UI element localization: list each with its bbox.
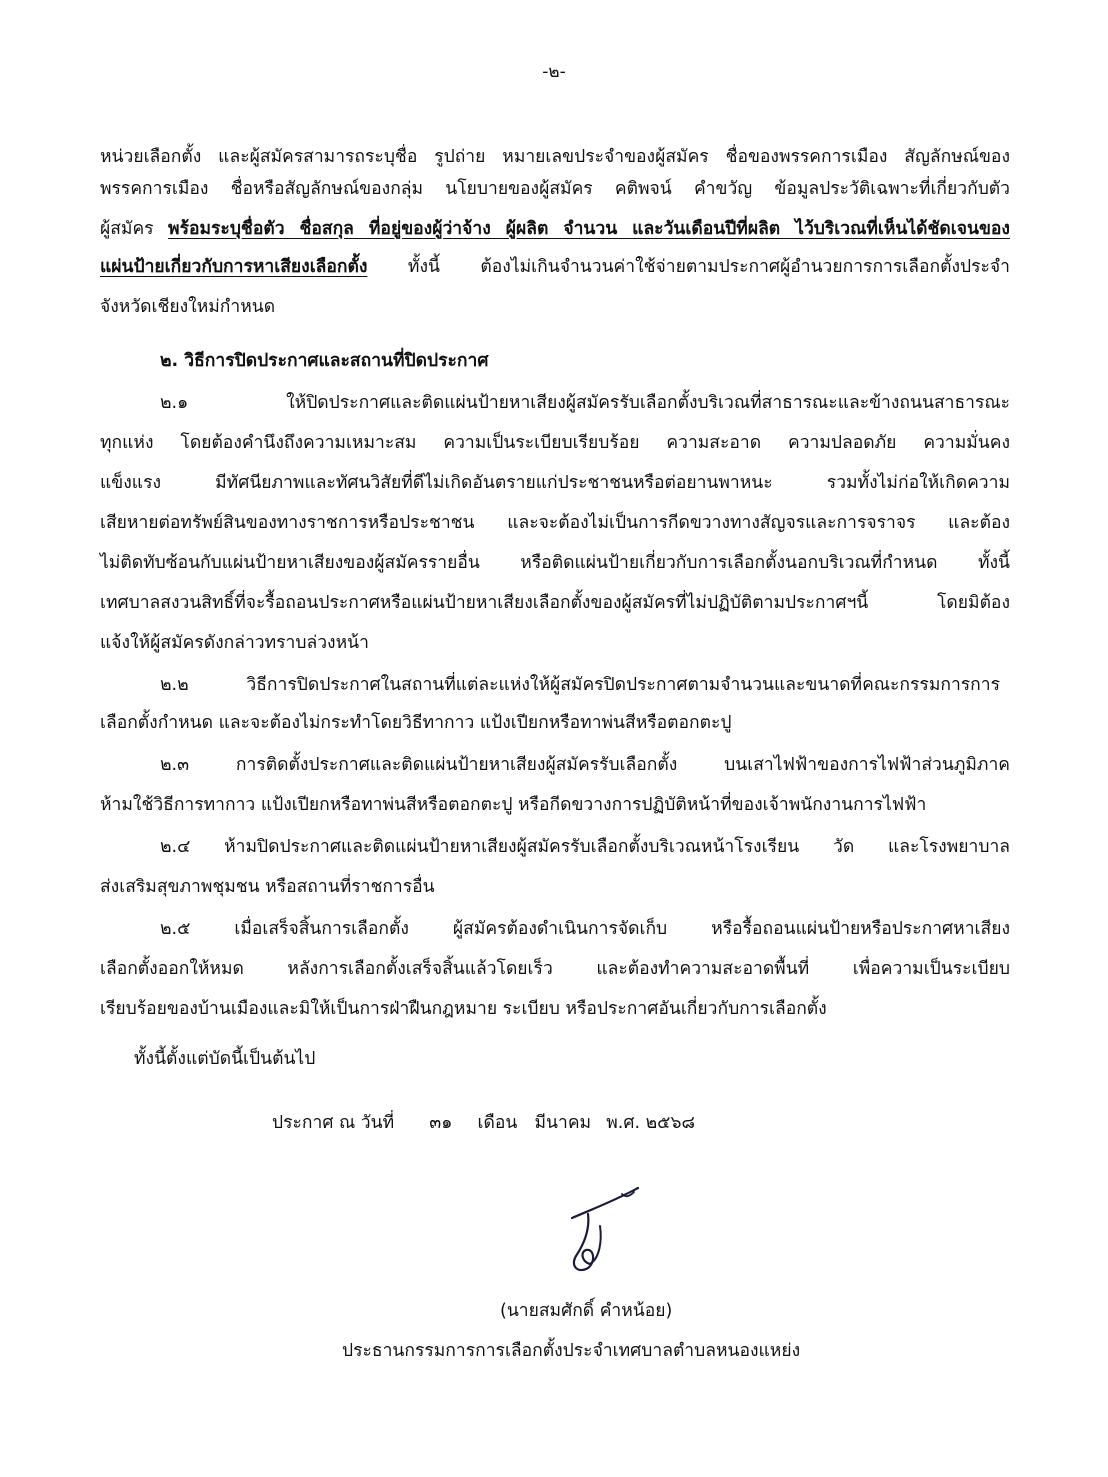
section2-heading: ๒. วิธีการปิดประกาศและสถานที่ปิดประกาศ <box>160 351 489 371</box>
date-prefix: ประกาศ ณ วันที่ <box>272 1113 395 1133</box>
para1-line4-underlined: แผ่นป้ายเกี่ยวกับการหาเสียงเลือกตั้ง <box>100 257 368 277</box>
date-month-label: เดือน <box>477 1113 518 1133</box>
s21-line4: เสียหายต่อทรัพย์สินของทางราชการหรือประชาชน และจะต้องไม่เป็นการกีดขวางทางสัญจรและการจราจร และต้อง <box>100 513 1010 533</box>
para1-line2: พรรคการเมือง ชื่อหรือสัญลักษณ์ของกลุ่ม นโยบายของผู้สมัคร คติพจน์ คำขวัญ ข้อมูลประวัติเฉพาะที่เกี่ยวกับตัว <box>100 179 1010 199</box>
date-month: มีนาคม <box>534 1113 592 1133</box>
para1-line5: จังหวัดเชียงใหม่กำหนด <box>100 297 276 317</box>
s24-line1: ๒.๔ ห้ามปิดประกาศและติดแผ่นป้ายหาเสียงผู้สมัครรับเลือกตั้งบริเวณหน้าโรงเรียน วัด และโรงพยาบาล <box>160 837 1010 857</box>
s23-line1: ๒.๓ การติดตั้งประกาศและติดแผ่นป้ายหาเสียงผู้สมัครรับเลือกตั้ง บนเสาไฟฟ้าของการไฟฟ้าส่วนภูมิภาค <box>160 755 1010 775</box>
signer-name: (นายสมศักดิ์ คำหน้อย) <box>500 1301 673 1321</box>
s23-line2: ห้ามใช้วิธีการทากาว แป้งเปียกหรือทาพ่นสีหรือตอกตะปู หรือกีดขวางการปฏิบัติหน้าที่ของเจ้าพนักงานการไฟฟ้า <box>100 795 927 815</box>
handwritten-signature <box>560 1180 650 1280</box>
s22-line2: เลือกตั้งกำหนด และจะต้องไม่กระทำโดยวิธีทากาว แป้งเปียกหรือทาพ่นสีหรือตอกตะปู <box>100 713 732 733</box>
page-number: -๒- <box>542 62 566 82</box>
s25-line2: เลือกตั้งออกให้หมด หลังการเลือกตั้งเสร็จสิ้นแล้วโดยเร็ว และต้องทำความสะอาดพื้นที่ เพื่อความเป็นระเบียบ <box>100 959 1010 979</box>
date-day: ๓๑ <box>429 1113 453 1133</box>
s24-line2: ส่งเสริมสุขภาพชุมชน หรือสถานที่ราชการอื่น <box>100 877 435 897</box>
date-year: ๒๕๖๘ <box>645 1113 695 1133</box>
effective-clause: ทั้งนี้ตั้งแต่บัดนี้เป็นต้นไป <box>134 1049 316 1069</box>
s21-line5: ไม่ติดทับซ้อนกับแผ่นป้ายหาเสียงของผู้สมัครรายอื่น หรือติดแผ่นป้ายเกี่ยวกับการเลือกตั้งนอกบริเวณที่กำหนด ทั้งนี้ <box>100 553 1010 573</box>
para1-line3-a: ผู้สมัคร <box>100 219 154 239</box>
para1-line1: หน่วยเลือกตั้ง และผู้สมัครสามารถระบุชื่อ รูปถ่าย หมายเลขประจำของผู้สมัคร ชื่อของพรรคการเมือง สัญลักษณ์ของ <box>100 147 1010 167</box>
s25-line3: เรียบร้อยของบ้านเมืองและมิให้เป็นการฝ่าฝืนกฎหมาย ระเบียบ หรือประกาศอันเกี่ยวกับการเลือกตั้ง <box>100 999 827 1019</box>
s21-line7: แจ้งให้ผู้สมัครดังกล่าวทราบล่วงหน้า <box>100 633 369 653</box>
s21-line3: แข็งแรง มีทัศนียภาพและทัศนวิสัยที่ดีไม่เกิดอันตรายแก่ประชาชนหรือต่อยานพาหนะ รวมทั้งไม่ก่อให้เกิดความ <box>100 473 1010 493</box>
para1-line4-b: ทั้งนี้ ต้องไม่เกินจำนวนค่าใช้จ่ายตามประกาศผู้อำนวยการการเลือกตั้งประจำ <box>407 257 1010 277</box>
s25-line1: ๒.๕ เมื่อเสร็จสิ้นการเลือกตั้ง ผู้สมัครต้องดำเนินการจัดเก็บ หรือรื้อถอนแผ่นป้ายหรือประกาศหาเสียง <box>160 919 1010 939</box>
s21-line6: เทศบาลสงวนสิทธิ์ที่จะรื้อถอนประกาศหรือแผ่นป้ายหาเสียงเลือกตั้งของผู้สมัครที่ไม่ปฏิบัติตามประกาศฯนี้ โดยมิต้อง <box>100 593 1010 613</box>
date-year-label: พ.ศ. <box>606 1113 641 1133</box>
s21-line2: ทุกแห่ง โดยต้องคำนึงถึงความเหมาะสม ความเป็นระเบียบเรียบร้อย ความสะอาด ความปลอดภัย ความมั่นคง <box>100 433 1010 453</box>
para1-line3 <box>100 216 1010 242</box>
s21-line1: ๒.๑ ให้ปิดประกาศและติดแผ่นป้ายหาเสียงผู้สมัครรับเลือกตั้งบริเวณที่สาธารณะและข้างถนนสาธารณะ <box>160 393 1010 413</box>
para1-line3-underlined: พร้อมระบุชื่อตัว ชื่อสกุล ที่อยู่ของผู้ว่าจ้าง ผู้ผลิต จำนวน และวันเดือนปีที่ผลิต ไว้บริเวณที่เห็นได้ชัดเจนของ <box>168 219 1010 239</box>
para1-line4 <box>100 254 1010 280</box>
s22-line1: ๒.๒ วิธีการปิดประกาศในสถานที่แต่ละแห่งให้ผู้สมัครปิดประกาศตามจำนวนและขนาดที่คณะกรรมการการ <box>160 675 1000 695</box>
signer-position: ประธานกรรมการการเลือกตั้งประจำเทศบาลตำบลหนองแหย่ง <box>342 1341 801 1361</box>
date-line <box>272 1110 695 1136</box>
